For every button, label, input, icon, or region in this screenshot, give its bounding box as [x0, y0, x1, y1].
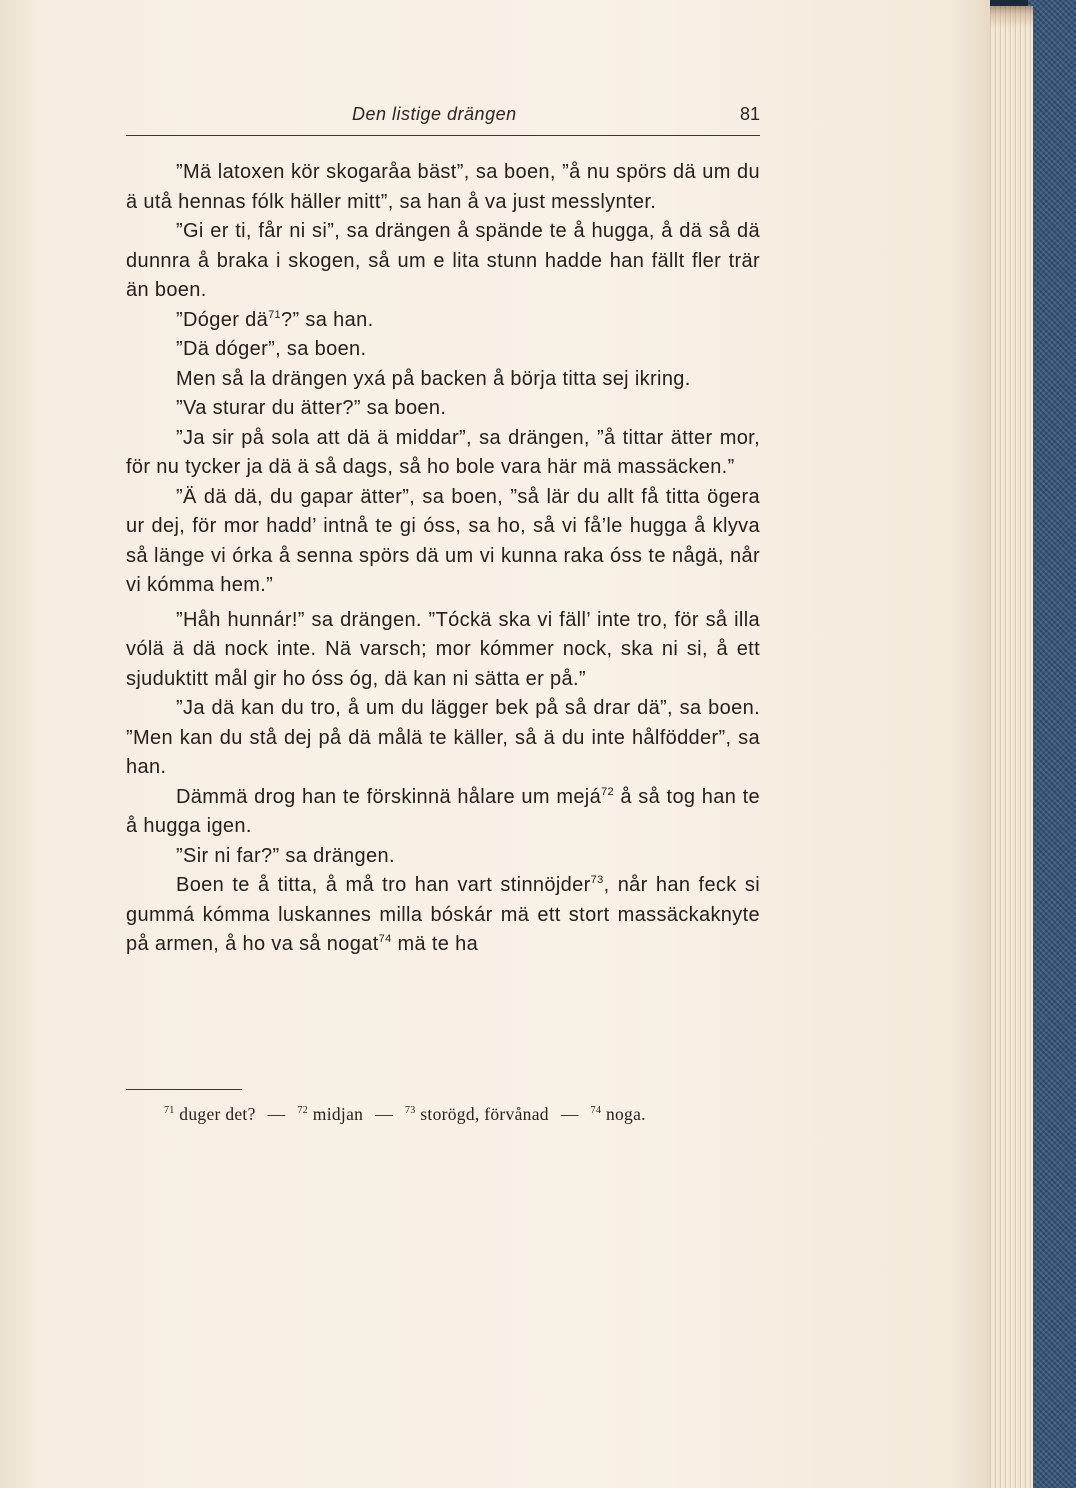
footnote: $^{73}$ storögd, förvånad	[405, 1104, 549, 1124]
paragraph: ”Dóger $dä^{71}$?” sa han.	[176, 308, 374, 331]
paragraph: Men så la drängen yxá på backen å börja titta sej ikring.	[176, 367, 691, 390]
paragraph: ”Dä dóger”, sa boen.	[176, 338, 367, 360]
paragraph: ”Håh hunnár!” sa drängen. ”Tóckä ska vi fäll’ inte tro, för så illa vólä ä dä nock inte. Nä varsch; mor kómmer nock, ska ni si, å ett sjuduktitt mål gir ho óss óg, dä kan ni sätta er på.”	[126, 608, 760, 690]
footnote-separator: —	[375, 1104, 393, 1124]
paragraph: Boen te å titta, å må tro han vart stinnöjder$^{73}$, når han feck si gummá kómma luskannes milla bóskár mä ett stort massäckaknyte på armen, å ho va så nogat$^{74}$ mä te ha	[126, 874, 760, 955]
footnote-ref: 73	[590, 874, 604, 886]
paragraph: ”Ja dä kan du tro, å um du lägger bek på så drar dä”, sa boen. ”Men kan du stå dej på dä målä te käller, så ä du inte hålfödder”, sa han.	[126, 697, 760, 778]
running-header	[126, 104, 760, 130]
paragraph: ”Mä latoxen kör skogaråa bäst”, sa boen, ”å nu spörs dä um du ä utå hennas fólk häller mitt”, sa han å va just messlynter.	[126, 161, 760, 213]
footnote-ref: 72	[601, 785, 615, 798]
paragraph: ”Sir ni far?” sa drängen.	[176, 844, 395, 867]
paragraph: Dämmä drog han te förskinnä hålare um mejá$^{72}$ å så tog han te å hugga igen.	[126, 785, 760, 837]
header-rule	[126, 135, 760, 136]
paragraph: ”Ä dä dä, du gapar ätter”, sa boen, ”så lär du allt få titta ögera ur dej, för mor hadd’ intnå te gi óss, sa ho, så vi få’le hugga å klyva så länge vi órka å senna spörs dä um vi kunna raka óss te någä, når vi kómma hem.”	[126, 485, 760, 596]
paragraph: ”Ja sir på sola att dä ä middar”, sa drängen, ”å tittar ätter mor, för nu tycker ja dä ä så dags, så ho bole vara här mä massäcken.”	[126, 426, 760, 478]
paragraph: ”Va sturar du ätter?” sa boen.	[176, 397, 447, 419]
footnote-rule	[126, 1089, 242, 1090]
footnote-separator: —	[267, 1104, 286, 1124]
page-number: 81	[739, 104, 760, 124]
footnote-ref: 71	[268, 308, 282, 321]
book-cover-cloth	[1028, 0, 1076, 1488]
running-title: Den listige drängen	[352, 104, 517, 124]
footnote: $^{72}$ midjan	[297, 1104, 364, 1124]
footnote-separator: —	[560, 1104, 579, 1124]
body-text	[126, 158, 760, 960]
footnote-ref: 74	[378, 933, 392, 945]
footnote: $^{71}$ duger det?	[164, 1104, 256, 1124]
paragraph: ”Gi er ti, får ni si”, sa drängen å spände te å hugga, å dä så dä dunnra å braka i skogen, så um e lita stunn hadde han fällt fler trär än boen.	[126, 220, 760, 301]
footnotes	[164, 1104, 774, 1125]
footnote: $^{74}$ noga.	[590, 1104, 646, 1124]
